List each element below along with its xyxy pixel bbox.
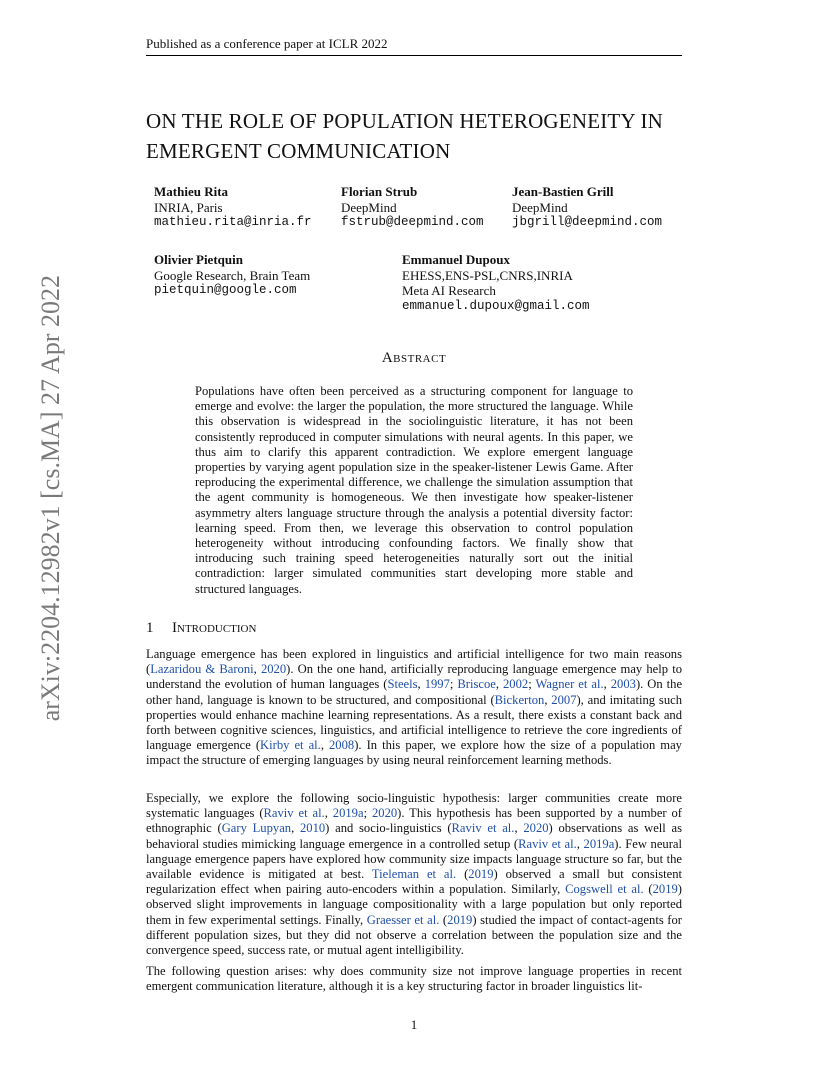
citation-link[interactable]: Bickerton [494, 692, 545, 707]
intro-paragraph-3: The following question arises: why does community size not improve language properties in recent emergent communication literature, although it is a key structuring factor in broader linguistics lit- [146, 964, 682, 994]
citation-link[interactable]: 2019 [652, 882, 678, 897]
citation-link[interactable]: Wagner et al. [535, 677, 604, 692]
citation-link[interactable]: Steels [387, 677, 418, 692]
author-block [154, 252, 310, 299]
author-affiliation: INRIA, Paris [154, 199, 223, 215]
abstract-text: Populations have often been perceived as a structuring component for language to emerge and evolve: the larger the population, the more structured the language. While this observation is widespread in the sociolinguistic literature, it has not been consistently reproduced in computer simulations with neural agents. In this paper, we thus aim to clarify this apparent contradiction. We explore emergent language properties by varying agent population size in the speaker-listener Lewis Game. After reproducing the experimental difference, we challenge the simulation assumption that the agent community is homogeneous. We then investigate how speaker-listener asymmetry alters language structure through the analysis a potential diversity factor: learning speed. From then, we leverage this observation to control population heterogeneity without introducing confounding factors. We finally show that introducing such training speed heterogeneities naturally sort out the initial contradiction: larger simulated communities start developing more stable and structured languages. [195, 384, 633, 596]
citation-link[interactable]: Raviv et al. [451, 821, 515, 836]
citation-link[interactable]: Briscoe [457, 677, 496, 692]
citation-link[interactable]: 2008 [329, 738, 355, 753]
author-block [402, 252, 590, 314]
title-initial: O [146, 109, 162, 133]
citation-link[interactable]: 1997 [424, 677, 450, 692]
citation-link[interactable]: Kirby et al. [260, 738, 321, 753]
section-number: 1 [146, 620, 154, 636]
paper-title [146, 106, 706, 166]
title-line1: N THE ROLE OF POPULATION HETEROGENEITY IN [161, 109, 664, 133]
author-affiliation: Google Research, Brain Team [154, 267, 311, 283]
abstract-heading: Abstract [381, 350, 447, 366]
citation-link[interactable]: Graesser et al. [366, 912, 440, 927]
section-heading [146, 620, 256, 637]
citation-link[interactable]: 2020 [260, 662, 287, 677]
author-affiliation: EHESS,ENS-PSL,CNRS,INRIA [402, 267, 573, 283]
author-name: Emmanuel Dupoux [402, 252, 510, 267]
author-affiliation: DeepMind [512, 199, 568, 215]
citation-link[interactable]: 2020 [371, 806, 398, 821]
citation-link[interactable]: Cogswell et al. [565, 882, 644, 897]
author-email[interactable]: emmanuel.dupoux@gmail.com [402, 298, 590, 313]
intro-paragraph-1: Language emergence has been explored in linguistics and artificial intelligence for two main reasons (Lazaridou & Baroni, 2020). On the one hand, artificially reproducing language emergence may help to understand the evolution of human languages (Steels, 1997; Briscoe, 2002; Wagner et al., 2003). On the other hand, language is known to be structured, and compositional (Bickerton, 2007), and imitating such properties would enhance machine learning representations. As a result, there exists a constant back and forth between cognitive sciences, linguistics, and artificial intelligence to retrieve the core ingredients of language emergence (Kirby et al., 2008). In this paper, we explore how the size of a population may impact the structure of emerging languages by using neural reinforcement learning methods. [146, 647, 683, 768]
author-affiliation: DeepMind [341, 199, 397, 215]
intro-paragraph-2: Especially, we explore the following socio-linguistic hypothesis: larger communities create more systematic languages (Raviv et al., 2019a; 2020). This hypothesis has been supported by a number of ethnographic (Gary Lupyan, 2010) and socio-linguistics (Raviv et al., 2020) observations as well as behavioral studies mimicking language emergence in a controlled setup (Raviv et al., 2019a). Few neural language emergence papers have explored how community size impacts language structure so far, but the available evidence is mitigated at best. Tieleman et al. (2019) observed a small but consistent regularization effect when pairing auto-encoders within a population. Similarly, Cogswell et al. (2019) observed slight improvements in language compositionality with a large population but only reported them in few experimental settings. Finally, Graesser et al. (2019) studied the impact of contact-agents for different population sizes, but they did not observe a correlation between the population size and the convergence speed, success rate, or mutual agent intelligibility. [146, 791, 683, 958]
author-block [154, 184, 312, 231]
author-name: Florian Strub [341, 184, 418, 199]
citation-link[interactable]: 2010 [299, 821, 326, 836]
section-title: Introduction [172, 620, 257, 636]
citation-link[interactable]: 2019 [447, 912, 473, 927]
author-name: Jean-Bastien Grill [512, 184, 614, 199]
author-name: Olivier Pietquin [154, 252, 243, 267]
citation-link[interactable]: Tieleman et al. [371, 867, 457, 882]
citation-link[interactable]: Gary Lupyan [221, 821, 292, 836]
citation-link[interactable]: 2007 [551, 692, 577, 707]
header-rule [146, 55, 682, 56]
author-block [512, 184, 662, 231]
citation-link[interactable]: 2019 [468, 867, 494, 882]
title-line2: EMERGENT COMMUNICATION [146, 139, 451, 163]
author-affiliation-2: Meta AI Research [402, 283, 496, 298]
arxiv-stamp[interactable]: arXiv:2204.12982v1 [cs.MA] 27 Apr 2022 [36, 275, 65, 722]
citation-link[interactable]: Raviv et al. [518, 836, 577, 851]
author-email[interactable]: fstrub@deepmind.com [341, 215, 484, 229]
citation-link[interactable]: 2019a [583, 836, 615, 851]
author-block [341, 184, 484, 231]
page-number: 1 [410, 1017, 418, 1032]
author-email[interactable]: mathieu.rita@inria.fr [154, 215, 312, 229]
citation-link[interactable]: Raviv et al. [263, 806, 325, 821]
running-header: Published as a conference paper at ICLR 2022 [146, 36, 388, 51]
author-email[interactable]: pietquin@google.com [154, 283, 297, 297]
citation-link[interactable]: 2019a [332, 806, 364, 821]
author-email[interactable]: jbgrill@deepmind.com [512, 215, 663, 229]
citation-link[interactable]: 2020 [523, 821, 549, 836]
author-name: Mathieu Rita [154, 184, 229, 199]
citation-link[interactable]: 2003 [610, 677, 636, 692]
citation-link[interactable]: Lazaridou & Baroni [150, 662, 254, 677]
citation-link[interactable]: 2002 [503, 677, 529, 692]
